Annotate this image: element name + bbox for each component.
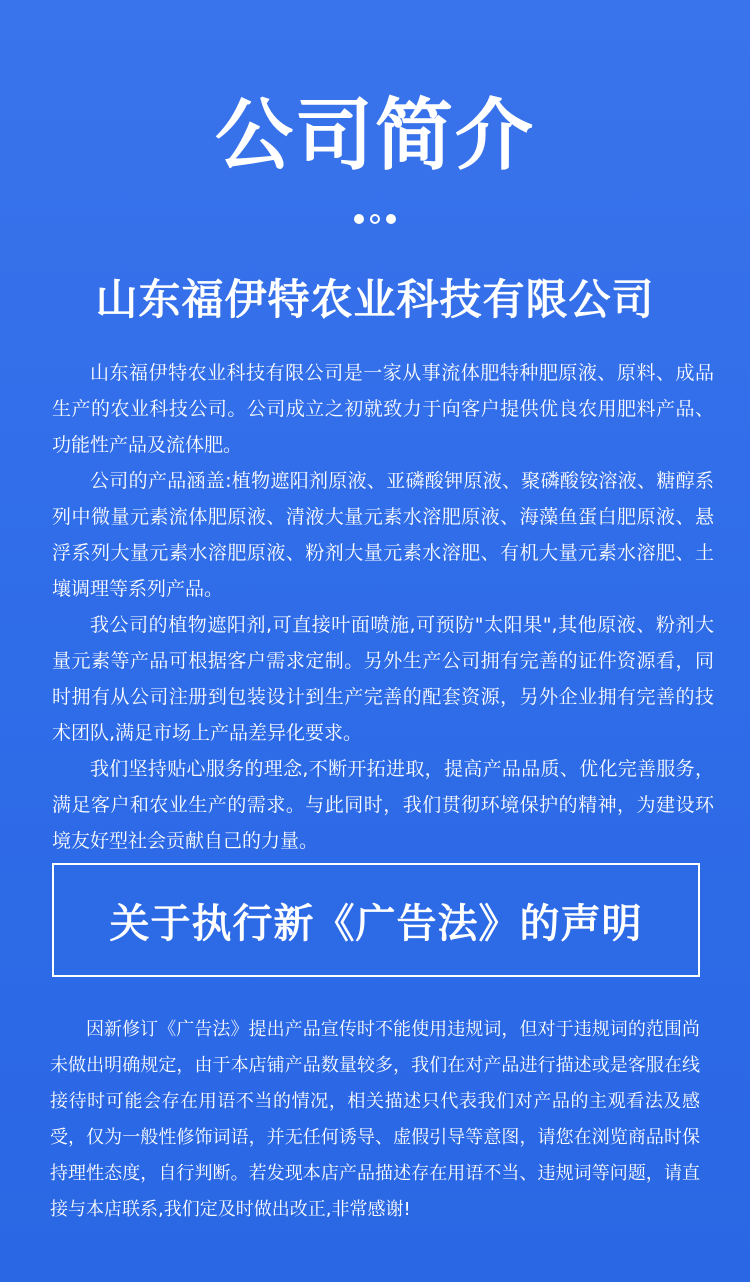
intro-paragraph: 我们坚持贴心服务的理念,不断开拓进取，提高产品品质、优化完善服务，满足客户和农业生产的需求。与此同时，我们贯彻环境保护的精神，为建设环境友好型社会贡献自己的力量。 [52, 758, 714, 852]
company-name: 山东福伊特农业科技有限公司 [95, 275, 655, 324]
dot-indicator [354, 214, 364, 224]
pagination-dots [0, 214, 750, 224]
notice-title: 关于执行新《广告法》的声明 [109, 900, 643, 947]
intro-paragraph: 我公司的植物遮阳剂,可直接叶面喷施,可预防"太阳果",其他原液、粉剂大量元素等产品可根据客户需求定制。另外生产公司拥有完善的证件资源看，同时拥有从公司注册到包装设计到生产完善的配套资源，另外企业拥有完善的技术团队,满足市场上产品差异化要求。 [52, 614, 714, 744]
dot-indicator-active [370, 214, 380, 224]
disclaimer-text: 因新修订《广告法》提出产品宣传时不能使用违规词，但对于违规词的范围尚未做出明确规定，由于本店铺产品数量较多，我们在对产品进行描述或是客服在线接待时可能会存在用语不当的情况，相关描述只代表我们对产品的主观看法及感受，仅为一般性修饰词语，并无任何诱导、虚假引导等意图，请您在浏览商品时保持理性态度，自行判断。若发现本店产品描述存在用语不当、违规词等问题，请直接与本店联系,我们定及时做出改正,非常感谢! [50, 1019, 700, 1220]
dot-indicator [386, 214, 396, 224]
page-title: 公司简介 [214, 91, 535, 181]
disclaimer [50, 1012, 700, 1228]
notice-box [52, 863, 700, 977]
company-intro [52, 355, 714, 859]
intro-paragraph: 公司的产品涵盖:植物遮阳剂原液、亚磷酸钾原液、聚磷酸铵溶液、糖醇系列中微量元素流体肥原液、清液大量元素水溶肥原液、海藻鱼蛋白肥原液、悬浮系列大量元素水溶肥原液、粉剂大量元素水溶肥、有机大量元素水溶肥、土壤调理等系列产品。 [52, 470, 714, 600]
intro-paragraph: 山东福伊特农业科技有限公司是一家从事流体肥特种肥原液、原料、成品生产的农业科技公司。公司成立之初就致力于向客户提供优良农用肥料产品、功能性产品及流体肥。 [52, 362, 714, 456]
